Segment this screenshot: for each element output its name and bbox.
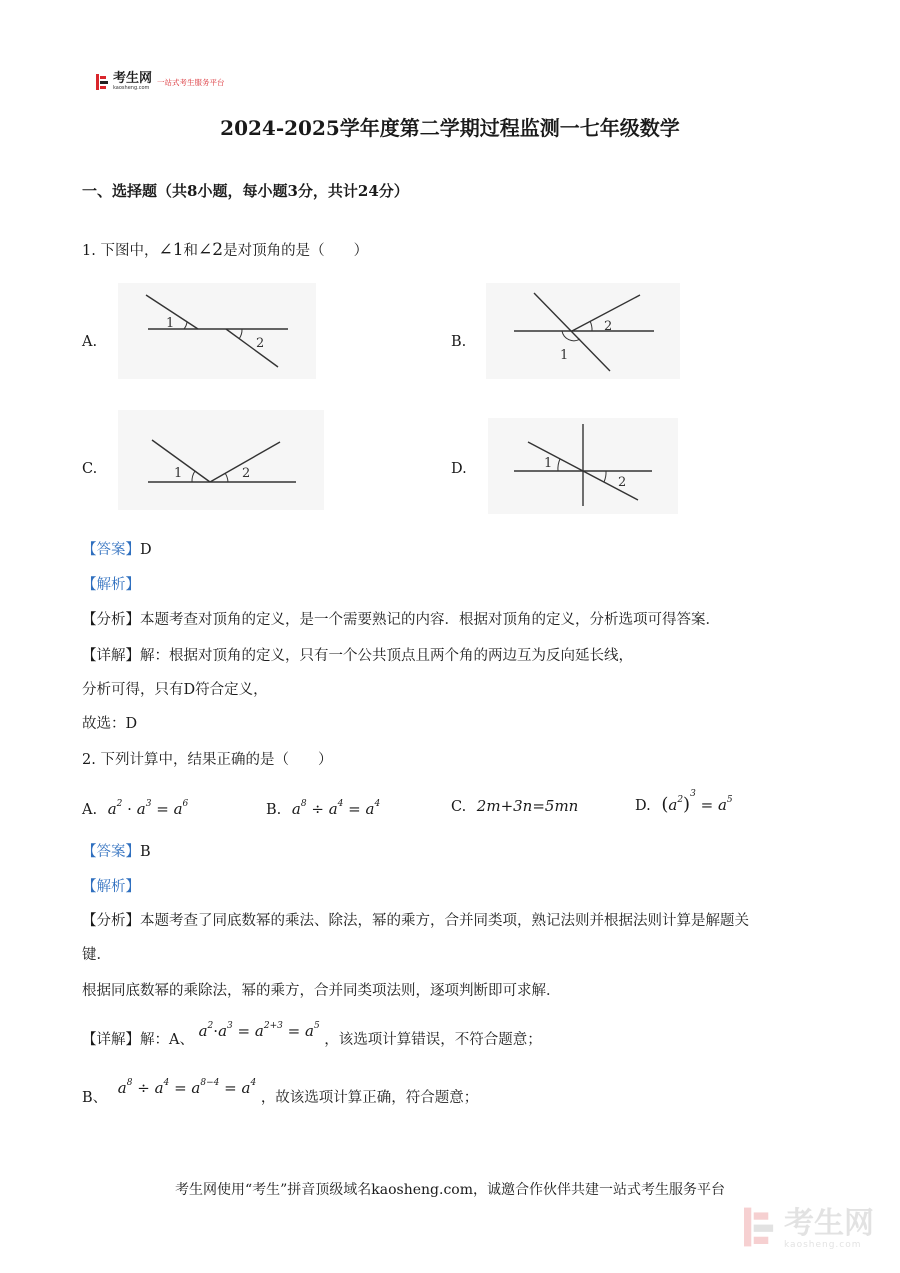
option-c [451,796,578,817]
question-text: 下图中， [100,243,159,259]
angle-mark: 2 [256,336,265,351]
answer-value: B [140,844,151,860]
fenxi-tag: 【分析】 [82,913,140,929]
fenxi-text: 本题考查对顶角的定义，是一个需要熟记的内容．根据对顶角的定义，分析选项可得答案． [140,612,720,628]
brand-slogan: 一站式考生服务平台 [157,78,225,87]
angle-arc [604,471,606,482]
fenxi-text: 本题考查了同底数幂的乘法、除法，幂的乘方，合并同类项，熟记法则并根据法则计算是解题关 [140,913,749,929]
watermark [744,1207,874,1251]
option-label: D. [635,798,651,814]
detail-tag: 【详解】 [82,648,140,664]
option-label: A. [82,334,98,350]
brand-header [96,72,225,91]
question-number: 1. [82,243,96,259]
angle-mark: 2 [618,475,627,490]
option-b [266,796,380,820]
option-label: C. [451,799,467,815]
angle-mark: 1 [544,456,553,471]
question-text: 下列计算中，结果正确的是（ ） [100,752,333,768]
detail-text: B、 [82,1090,108,1106]
kaosheng-logo-icon [744,1207,778,1251]
angle-arc [562,331,580,341]
option-c-figure [118,410,324,510]
section-heading: 一、选择题（共8小题，每小题3分，共计24分） [82,182,409,200]
fenxi-tag: 【分析】 [82,612,140,628]
answer-value: D [140,542,152,558]
math-expression: 2m+3n=5mn [476,797,579,815]
angle-mark: 1 [166,316,175,331]
angle-arc [558,459,560,471]
question-text: 和 [183,243,199,259]
angle-arc [192,471,195,482]
angle-mark: 1 [174,466,183,481]
detail-text: 解：A、 [140,1032,194,1048]
detail-text: ，故该选项计算正确，符合题意； [260,1090,479,1106]
analysis-line [82,911,749,931]
detail-line-b [82,1078,479,1108]
angle-arc [239,329,242,339]
analysis-tag: 【解析】 [82,879,140,895]
page-footer: 考生网使用“考生”拼音顶级域名kaosheng.com，诚邀合作伙伴共建一站式考生服务平台 [174,1182,726,1198]
answer-line [82,540,152,560]
option-label: A. [82,802,98,818]
option-a-figure [118,283,316,379]
angle-arc [225,473,228,482]
kaosheng-logo-icon [96,74,110,90]
detail-tag: 【详解】 [82,1032,140,1048]
fenxi-text: 根据同底数幂的乘除法，幂的乘方，合并同类项法则，逐项判断即可求解． [82,983,561,999]
analysis-tag: 【解析】 [82,577,140,593]
answer-line [82,842,151,862]
option-label: B. [266,802,282,818]
question-2 [82,750,332,770]
question-text: 是对顶角的是（ ） [223,243,369,259]
math-expression: $a^8 \div a^4 = a^4$ [291,799,381,818]
watermark-domain: kaosheng.com [784,1240,862,1250]
detail-text: ，该选项计算错误，不符合题意； [324,1032,542,1048]
analysis-line [82,610,720,630]
math-expression: $a^2 \cdot a^3 = a^6$ [107,799,189,818]
angle-mark: 2 [242,466,251,481]
lower-line [226,329,278,367]
angle-mark: 1 [560,348,569,363]
detail-text: 解：根据对顶角的定义，只有一个公共顶点且两个角的两边互为反向延长线， [140,648,633,664]
question-1 [82,240,368,261]
brand-domain: kaosheng.com [113,85,150,91]
option-label: B. [451,334,467,350]
angle-mark: 2 [604,319,613,334]
option-label: C. [82,461,98,477]
option-d-figure [488,418,678,514]
fenxi-text: 键． [82,947,111,963]
angle-arc [590,321,592,331]
math-expression: $a^2\cdot a^3 = a^{2+3} = a^5$ [198,1021,320,1040]
angle-1-symbol: ∠1 [158,240,184,260]
math-expression: $a^8 \div a^4 = a^{8-4} = a^4$ [117,1078,257,1097]
page-title: 2024-2025学年度第二学期过程监测一七年级数学 [220,116,680,140]
slanted-line [534,293,613,371]
option-a [82,796,188,820]
math-expression: $(a^2)^3 = a^5$ [661,789,733,815]
answer-tag: 【答案】 [82,542,140,558]
option-d [635,789,733,816]
option-label: D. [451,461,467,477]
angle-2-symbol: ∠2 [198,240,224,260]
option-b-figure [486,283,680,379]
brand-name: 考生网 [113,71,153,86]
detail-line-a [82,1021,542,1050]
answer-tag: 【答案】 [82,844,140,860]
detail-text: 分析可得，只有D符合定义， [82,682,268,698]
watermark-name: 考生网 [784,1206,874,1241]
detail-line [82,646,633,666]
question-number: 2. [82,752,96,768]
angle-arc [184,322,187,329]
detail-text: 故选：D [82,716,138,732]
